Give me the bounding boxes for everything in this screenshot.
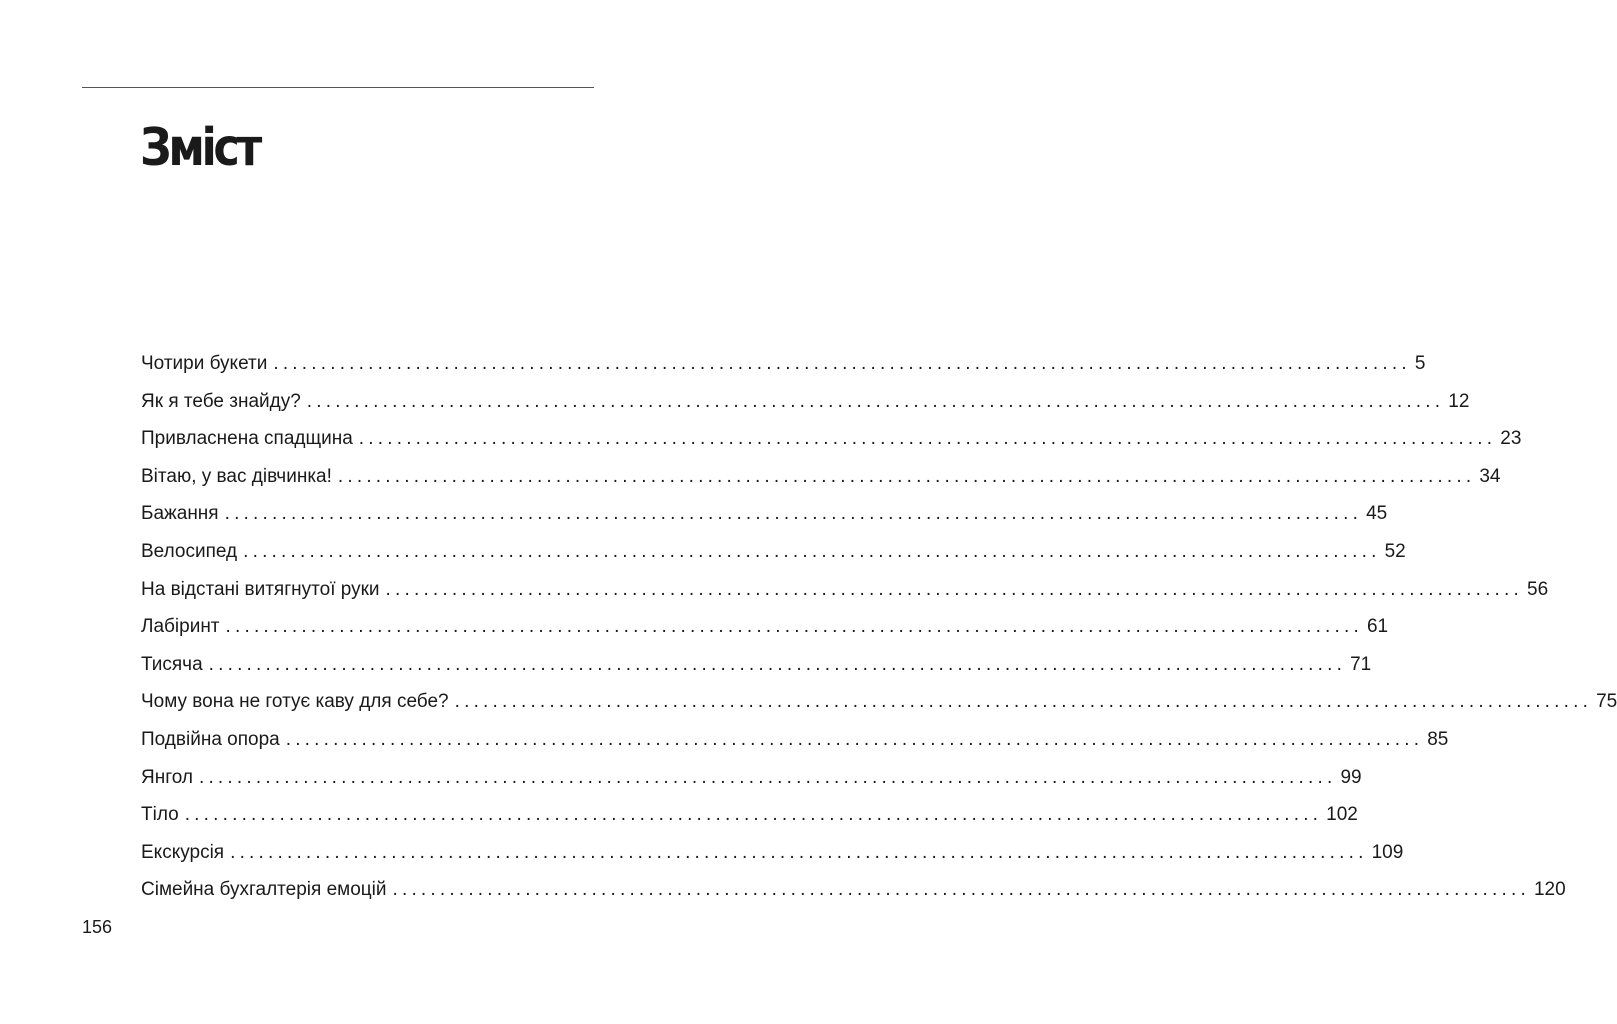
toc-leader-dots: ........................................................................................................................ [392, 879, 1530, 901]
toc-entry-title: Подвійна опора [141, 728, 280, 750]
toc-entry-page: 71 [1350, 653, 1372, 675]
toc-leader-dots: ........................................................................................................................ [243, 540, 1381, 562]
toc-entry-page: 23 [1500, 428, 1522, 450]
toc-entry-page: 12 [1448, 390, 1470, 412]
toc-leader-dots: ........................................................................................................................ [224, 503, 1363, 525]
toc-entry[interactable] [141, 608, 1389, 646]
toc-entry-title: Чотири букети [141, 353, 268, 374]
header-rule [82, 87, 594, 88]
toc-entry-page: 99 [1340, 766, 1362, 788]
toc-leader-dots: ........................................................................................................................ [385, 578, 1523, 600]
toc-entry[interactable] [141, 495, 1388, 533]
toc-entry-title: Тіло [141, 804, 179, 826]
table-of-contents [141, 345, 1617, 909]
toc-entry-page: 85 [1427, 728, 1449, 750]
toc-entry-page: 109 [1371, 841, 1404, 863]
toc-entry[interactable] [141, 871, 1566, 909]
toc-entry[interactable] [141, 796, 1358, 834]
page-number: 156 [82, 917, 113, 937]
toc-entry-page: 52 [1384, 540, 1406, 562]
toc-entry[interactable] [141, 834, 1404, 872]
toc-entry-page: 75 [1596, 691, 1617, 713]
toc-leader-dots: ........................................................................................................................ [358, 428, 1497, 450]
toc-entry-page: 120 [1533, 879, 1566, 901]
toc-leader-dots: ........................................................................................................................ [454, 691, 1593, 713]
toc-leader-dots: ........................................................................................................................ [306, 390, 1445, 412]
toc-entry-page: 102 [1326, 804, 1358, 826]
toc-entry[interactable] [141, 420, 1522, 458]
toc-entry-title: Янгол [141, 766, 193, 788]
toc-entry-title: Бажання [141, 503, 219, 525]
toc-entry[interactable] [141, 345, 1426, 383]
toc-entry[interactable] [141, 759, 1362, 797]
toc-entry-page: 5 [1414, 353, 1426, 374]
page-title: Зміст [140, 118, 259, 178]
toc-entry-title: Як я тебе знайду? [141, 390, 301, 412]
toc-entry[interactable] [141, 646, 1372, 684]
toc-entry[interactable] [141, 383, 1470, 421]
toc-leader-dots: ........................................................................................................................ [208, 653, 1347, 675]
toc-entry-title: Вітаю, у вас дівчинка! [141, 465, 332, 487]
toc-entry-title: Привласнена спадщина [141, 428, 353, 450]
toc-entry[interactable] [141, 458, 1501, 496]
toc-entry[interactable] [141, 721, 1449, 759]
toc-entry-title: На відстані витягнутої руки [141, 578, 380, 600]
toc-entry-title: Чому вона не готує каву для себе? [141, 691, 449, 713]
toc-entry-page: 56 [1527, 578, 1549, 600]
toc-entry-page: 61 [1366, 616, 1389, 638]
toc-entry-title: Сімейна бухгалтерія емоцій [141, 879, 387, 901]
toc-leader-dots: ........................................................................................................................ [337, 465, 1476, 487]
toc-entry-page: 34 [1479, 465, 1501, 487]
toc-leader-dots: ........................................................................................................................ [230, 841, 1368, 863]
toc-entry-title: Екскурсія [141, 841, 225, 863]
toc-leader-dots: ........................................................................................................................ [184, 804, 1323, 826]
toc-entry[interactable] [141, 683, 1617, 721]
toc-leader-dots: ........................................................................................................................ [198, 766, 1337, 788]
toc-leader-dots: ........................................................................................................................ [225, 616, 1363, 638]
toc-entry[interactable] [141, 533, 1406, 571]
toc-entry-page: 45 [1366, 503, 1388, 525]
toc-entry[interactable] [141, 571, 1549, 609]
toc-entry-title: Тисяча [141, 653, 203, 675]
toc-leader-dots: ........................................................................................................................ [285, 728, 1424, 750]
toc-entry-title: Велосипед [141, 540, 238, 562]
toc-leader-dots: ........................................................................................................................ [273, 353, 1411, 374]
toc-entry-title: Лабіринт [141, 616, 220, 638]
